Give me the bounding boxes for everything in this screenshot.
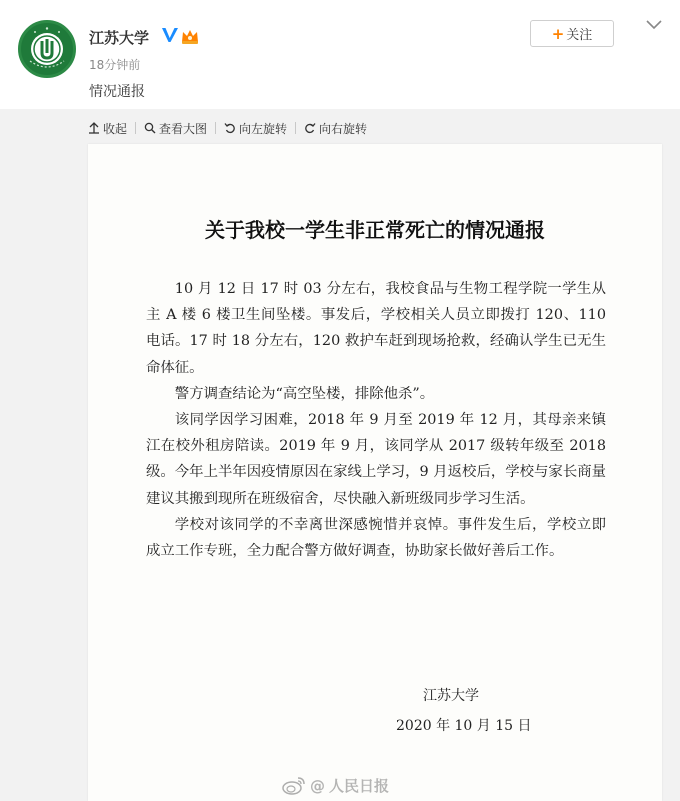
follow-button[interactable] [530, 20, 614, 47]
image-toolbar [0, 115, 680, 141]
vip-badge-icon[interactable] [180, 27, 200, 45]
document-paragraph: 警方调查结论为“高空坠楼，排除他杀”。 [174, 385, 435, 402]
arrow-up-icon [88, 122, 100, 134]
verified-v-icon [160, 25, 180, 45]
watermark-text: 人民日报 [329, 777, 390, 795]
magnifier-icon [144, 122, 156, 134]
document-signature: 江苏大学 [423, 688, 479, 704]
document-body [146, 276, 606, 564]
document-date: 2020 年 10 月 15 日 [396, 718, 532, 734]
document-title: 关于我校一学生非正常死亡的情况通报 [205, 218, 545, 242]
rotate-left-label: 向左旋转 [239, 121, 288, 136]
post-header [0, 0, 680, 109]
post-time: 18分钟前 [89, 58, 141, 72]
rotate-right-button[interactable] [304, 120, 367, 137]
view-large-label: 查看大图 [159, 121, 208, 136]
view-large-button[interactable] [144, 120, 207, 137]
rotate-right-icon [304, 122, 316, 134]
account-name[interactable]: 江苏大学 [89, 29, 150, 47]
post-text: 情况通报 [89, 84, 145, 100]
collapse-button[interactable] [88, 120, 127, 137]
collapse-label: 收起 [103, 121, 128, 136]
follow-label: 关注 [566, 28, 593, 43]
watermark [282, 775, 389, 796]
document-paragraph: 学校对该同学的不幸离世深感惋惜并哀悼。事件发生后，学校立即成立工作专班，全力配合警方做好调查，协助家长做好善后工作。 [146, 516, 606, 560]
rotate-left-button[interactable] [224, 120, 287, 137]
rotate-left-icon [224, 122, 236, 134]
university-seal-icon[interactable] [18, 20, 76, 78]
toolbar-divider [295, 122, 296, 134]
toolbar-divider [215, 122, 216, 134]
rotate-right-label: 向右旋转 [319, 121, 368, 136]
watermark-at: @ [310, 776, 325, 795]
weibo-logo-icon [282, 776, 306, 796]
document-paragraph: 该同学因学习困难，2018 年 9 月至 2019 年 12 月，其母亲来镇江在校外租房陪读。2019 年 9 月，该同学从 2017 级转年级至 2018 级。今年上半年因疫情原因在家线上学习，9 月返校后，学校与家长商量建议其搬到现所在班级宿舍，尽快融入新班级同步学习生活。 [146, 412, 606, 507]
notice-document-image[interactable] [88, 144, 662, 801]
toolbar-divider [135, 122, 136, 134]
document-paragraph: 10 月 12 日 17 时 03 分左右，我校食品与生物工程学院一学生从主 A 楼 6 楼卫生间坠楼。事发后，学校相关人员立即拨打 120、110 电话。17 时 18 分左右，120 救护车赶到现场抢救，经确认学生已无生命体征。 [146, 281, 606, 376]
chevron-down-icon[interactable] [645, 18, 663, 32]
follow-plus-icon: + [551, 24, 565, 43]
